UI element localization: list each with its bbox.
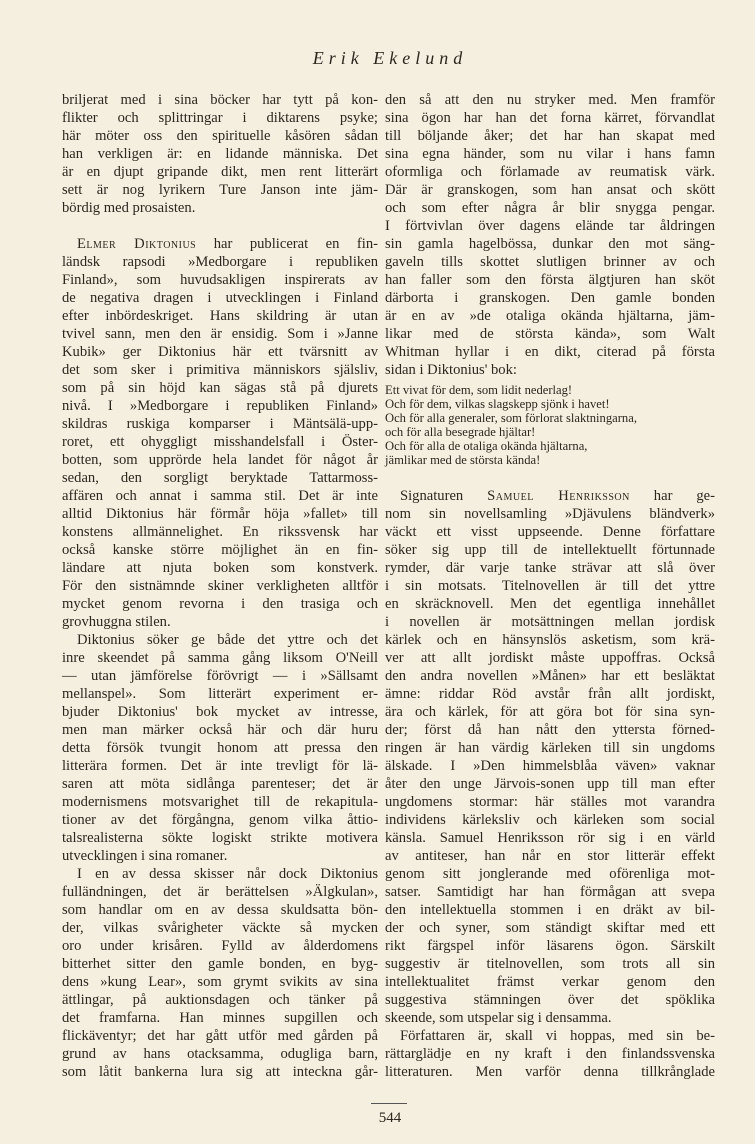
paragraph — [62, 631, 378, 865]
paragraph-line: också kanske större möjlighet än en fin- — [62, 542, 378, 558]
paragraph-line: Diktonius söker ge både det yttre och det — [77, 632, 378, 648]
paragraph-line: Kubik» ger Diktonius här ett tvärsnitt av — [62, 344, 378, 360]
paragraph-line: ära och kärlek, för att göra bot för sina syn- — [385, 704, 715, 720]
paragraph-line: genom sitt jonglerande med oförenliga mot- — [385, 866, 715, 882]
paragraph-line: sina egna händer, som nu vilar i hans famn — [385, 146, 715, 162]
paragraph-line: sedan, den sorgligt beryktade Tattarmoss- — [62, 470, 378, 486]
paragraph-line: För den sistnämnde skiner verkligheten alltför — [62, 578, 378, 594]
paragraph-line: här möter oss den spirituelle kåsören sådan — [62, 128, 378, 144]
paragraph-line: fulländningen, det är berättelsen »Älgkulan», — [62, 884, 378, 900]
paragraph-line: der, vilkas svårigheter väckte så mycken — [62, 920, 378, 936]
paragraph-line: det framfarna. Han minnes supgillen och — [62, 1010, 378, 1026]
paragraph-line: Whitman hyllar i en dikt, citerad på första — [385, 344, 715, 360]
paragraph-line: den intellektuella stommen i en dräkt av bil- — [385, 902, 715, 918]
left-column — [62, 91, 378, 1081]
paragraph-line: grund av hans otacksamma, odugliga barn, — [62, 1046, 378, 1062]
paragraph-line: rikt färgspel inför läsarens ögon. Särskilt — [385, 938, 715, 954]
text-segment: har publicerat en fin- — [196, 236, 378, 252]
paragraph-line: grovhuggna stilen. — [62, 614, 171, 630]
text-segment: Signaturen — [400, 488, 488, 504]
paragraph-line: rymder, där varje tanke strävar att slå över — [385, 560, 715, 576]
paragraph-line: älskade. I »Den himmelsblåa väven» vaknar — [385, 758, 715, 774]
paragraph — [385, 1027, 715, 1081]
paragraph-line: satser. Samtidigt har han förmågan att svepa — [385, 884, 715, 900]
paragraph-line: sin gamla hagelbössa, dunkar den mot säng- — [385, 236, 715, 252]
paragraph-line: är en av »de otaliga okända hjältarna, jäm- — [385, 308, 715, 324]
paragraph-line: efter inbördeskriget. Hans skildring är utan — [62, 308, 378, 324]
paragraph-line: alltid Diktonius här förmår höja »fallet» till — [62, 506, 378, 522]
paragraph-line: bördig med prosaisten. — [62, 200, 196, 216]
paragraph-gap — [62, 217, 378, 235]
paragraph-line: konstens allmännelighet. En rikssvensk har — [62, 524, 378, 540]
paragraph-line: sett är nog lyrikern Ture Janson inte jäm- — [62, 182, 378, 198]
paragraph-line: I förtvivlan över dagens elände tar åldringen — [385, 218, 715, 234]
paragraph — [385, 487, 715, 1027]
paragraph-line: är en djupt gripande dikt, men rent litterärt — [62, 164, 378, 180]
paragraph-line: som låtit bankerna lura sig att inteckna går- — [62, 1064, 378, 1080]
paragraph-line: ättlingar, på auktionsdagen och tänker på — [62, 992, 378, 1008]
page-number-rule — [371, 1103, 407, 1104]
author-name-smallcaps: Elmer Diktonius — [77, 236, 197, 252]
paragraph-line: sidan i Diktonius' bok: — [385, 362, 517, 378]
paragraph-line: bjuder Diktonius' bok mycket av intresse, — [62, 704, 378, 720]
paragraph-line: detta försök tvungit honom att pressa den — [62, 740, 378, 756]
paragraph-line: nivå. I »Medborgare i republiken Finland» — [62, 398, 378, 414]
paragraph-line: mycket genom revorna i den trasiga och — [62, 596, 378, 612]
paragraph-line: sina ögon har han det forna kärret, förvandlat — [385, 110, 715, 126]
paragraph-line: flickäventyr; det har gått utför med gården på — [62, 1028, 378, 1044]
paragraph-line: affären och annat i samma stil. Det är inte — [62, 488, 378, 504]
paragraph-line: ländare att njuta boken som konstverk. — [62, 560, 378, 576]
quoted-poem — [385, 383, 715, 467]
text-segment: har ge- — [629, 488, 715, 504]
poem-line: och för alla besegrade hjältar! — [385, 425, 536, 439]
paragraph-line: litteraturen. Men varför denna tillkrånglade — [385, 1064, 715, 1080]
paragraph-line: åter den unge Järvois-sonen upp till man efter — [385, 776, 715, 792]
paragraph-line: I en av dessa skisser når dock Diktonius — [77, 866, 378, 882]
paragraph-line: som handlar om en av dessa skuldsatta bön- — [62, 902, 378, 918]
paragraph — [62, 865, 378, 1081]
paragraph-line: dens »kung Lear», som grymt svikits av sina — [62, 974, 378, 990]
paragraph-line: till böljande åker; det har han skapat med — [385, 128, 715, 144]
paragraph-line: skeende, som utspelar sig i densamma. — [385, 1010, 612, 1026]
paragraph-line: ämne: riddar Röd avstår från allt jordiskt, — [385, 686, 715, 702]
paragraph-line: der; först då han nått den yttersta förned- — [385, 722, 715, 738]
paragraph-line: briljerat med i sina böcker har tytt på kon- — [62, 92, 378, 108]
poem-line: Ett vivat för dem, som lidit nederlag! — [385, 383, 573, 397]
poem-line: Och för dem, vilkas slagskepp sjönk i havet! — [385, 397, 610, 411]
paragraph-line: känsla. Samuel Henriksson rör sig i en värld — [385, 830, 715, 846]
paragraph-line: intellektualitet främst verkar genom den — [385, 974, 715, 990]
paragraph-line: väckt ett visst uppseende. Denne författare — [385, 524, 715, 540]
paragraph-line: talsrealisterna sökte logiskt strikte motivera — [62, 830, 378, 846]
paragraph-line: den andra novellen »Månen» har ett besläktat — [385, 668, 715, 684]
paragraph-line: oformliga och förlamade av reumatisk värk. — [385, 164, 715, 180]
paragraph-line: botten, som upprörde hela landet för något år — [62, 452, 378, 468]
paragraph-line: suggestiv är titelnovellen, som trots all sin — [385, 956, 715, 972]
paragraph-line: som på sin höjd kan sägas stå på djurets — [62, 380, 378, 396]
paragraph-line: individens kärleksliv och kärleken som social — [385, 812, 715, 828]
paragraph — [385, 91, 715, 379]
paragraph-line: i sin motsats. Titelnovellen är till det yttre — [385, 578, 715, 594]
paragraph-line: en skräcknovell. Men det egentliga innehållet — [385, 596, 715, 612]
paragraph-line: litterära formen. Det är inte trevligt för lä- — [62, 758, 378, 774]
paragraph-line: der och syner, som ständigt skiftar med ett — [385, 920, 715, 936]
paragraph-line: Författaren är, skall vi hoppas, med sin be- — [400, 1028, 715, 1044]
paragraph-line: bitterhet sitter den gamle bonden, en byg- — [62, 956, 378, 972]
paragraph-line: ver att allt jordiskt måste uppoffras. Också — [385, 650, 715, 666]
paragraph-line: tioner av det förgångna, genom vilka åttio- — [62, 812, 378, 828]
paragraph-line: ungdomens stormar: här ställes mot varandra — [385, 794, 715, 810]
paragraph-line — [62, 235, 378, 253]
author-name-smallcaps: Samuel Henriksson — [487, 488, 630, 504]
paragraph-line: de negativa dragen i utvecklingen i Finland — [62, 290, 378, 306]
paragraph-line: därborta i granskogen. Den gamle bonden — [385, 290, 715, 306]
paragraph-line: den så att den nu stryker med. Men framför — [385, 92, 715, 108]
paragraph-line: han verkligen är: en lidande människa. Det — [62, 146, 378, 162]
paragraph-line: saren att möta sidlånga parenteser; det är — [62, 776, 378, 792]
paragraph-line: mellanspel». Som litterärt experiment er- — [62, 686, 378, 702]
paragraph-line: flikter och splittringar i diktarens psyke; — [62, 110, 378, 126]
paragraph-line: skildras ruskiga komparser i Mäntsälä-upp- — [62, 416, 378, 432]
paragraph-line: Där är granskogen, som han ansat och skött — [385, 182, 715, 198]
paragraph-line: inre skeendet på samma gång liksom O'Neill — [62, 650, 378, 666]
paragraph-line: suggestiva stämningen över det spöklika — [385, 992, 715, 1008]
paragraph-line: nom sin novellsamling »Djävulens bländverk» — [385, 506, 715, 522]
paragraph-line: Finland», som huvudsakligen inspirerats av — [62, 272, 378, 288]
right-column — [385, 91, 715, 1081]
paragraph-line: roret, ett ohyggligt misshandelsfall i Öster- — [62, 434, 378, 450]
paragraph — [62, 235, 378, 631]
paragraph-line: i novellen är motsättningen mellan jordisk — [385, 614, 715, 630]
paragraph-line: ländsk rapsodi »Medborgare i republiken — [62, 254, 378, 270]
paragraph-line: rättarglädje en ny kraft i den finlandssvenska — [385, 1046, 715, 1062]
poem-line: jämlikar med de största kända! — [385, 453, 541, 467]
paragraph-line: söker sig upp till de intellektuellt förtunnade — [385, 542, 715, 558]
paragraph — [62, 91, 378, 217]
paragraph-line: modernismens motsvarighet till de rekapitula- — [62, 794, 378, 810]
page-number: 544 — [378, 1110, 402, 1126]
paragraph-line — [385, 487, 715, 505]
poem-line: Och för alla generaler, som förlorat slaktningarna, — [385, 411, 637, 425]
running-header-author: Erik Ekelund — [312, 48, 468, 68]
paragraph-line: det som sker i primitiva människors själsliv, — [62, 362, 378, 378]
paragraph-line: av antiteser, han når en stor litterär effekt — [385, 848, 715, 864]
paragraph-line: tvivel sann, men den är ensidig. Som i »Janne — [62, 326, 378, 342]
paragraph-line: oro under krisåren. Fylld av ålderdomens — [62, 938, 378, 954]
paragraph-line: likar med de största kända», som Walt — [385, 326, 715, 342]
paragraph-line: ringen är han värdig kärleken till sin ungdoms — [385, 740, 715, 756]
paragraph-line: gaveln tills skottet slutligen brinner av och — [385, 254, 715, 270]
paragraph-line: utvecklingen i sina romaner. — [62, 848, 228, 864]
paragraph-line: kärlek och en hänsynslös asketism, som krä- — [385, 632, 715, 648]
paragraph-line: men man märker också här och där huru — [62, 722, 378, 738]
paragraph-line: — utan jämförelse förövrigt — i »Sällsamt — [62, 668, 378, 684]
paragraph-line: och som efter några år blir snygga pengar. — [385, 200, 715, 216]
poem-line: Och för alla de otaliga okända hjältarna, — [385, 439, 588, 453]
paragraph-line: han faller som den första älgtjuren han sköt — [385, 272, 715, 288]
